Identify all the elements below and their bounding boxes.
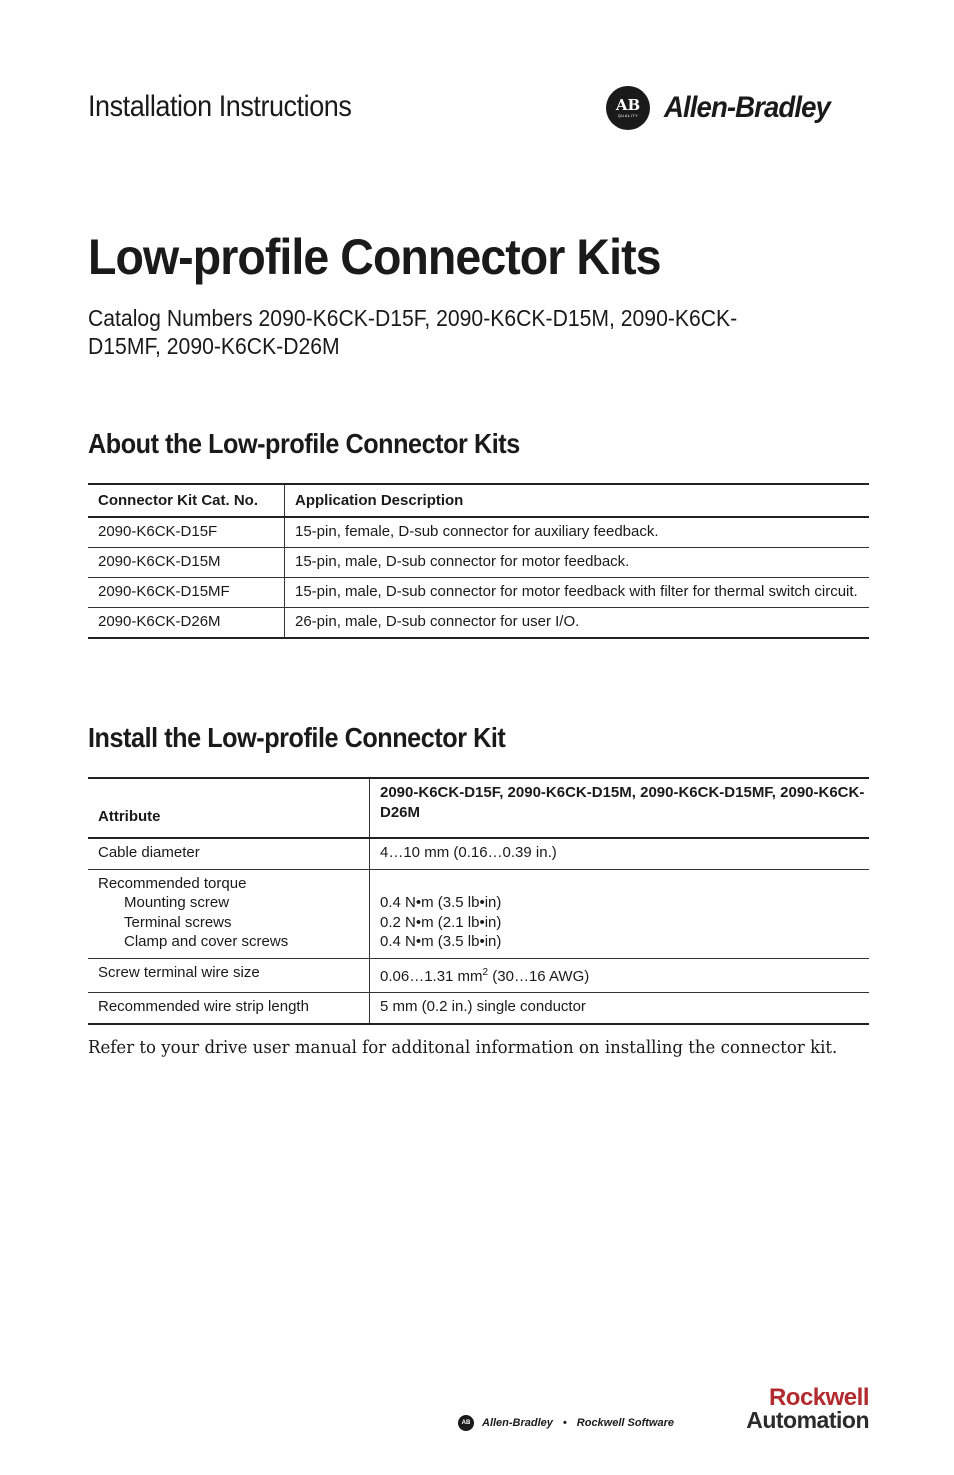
attribute-cell: Cable diameter xyxy=(88,838,370,869)
torque-item-value: 0.2 N•m (2.1 lb•in) xyxy=(380,913,502,931)
reference-note: Refer to your drive user manual for additonal information on installing the connector kit. xyxy=(88,1037,838,1058)
cat-no-cell: 2090-K6CK-D26M xyxy=(88,608,285,639)
attribute-header-text: Attribute xyxy=(98,808,161,825)
attribute-cell xyxy=(88,869,370,958)
rockwell-logo-line1: Rockwell xyxy=(768,1384,869,1411)
table-row xyxy=(88,958,869,993)
doc-type-label: Installation Instructions xyxy=(88,90,352,123)
torque-item-label: Terminal screws xyxy=(124,913,232,931)
table-row xyxy=(88,838,869,869)
torque-item-label: Mounting screw xyxy=(124,894,230,911)
cat-no-cell: 2090-K6CK-D15MF xyxy=(88,578,285,608)
seal-text: AB xyxy=(615,95,641,114)
rockwell-automation-logo xyxy=(711,1384,869,1433)
description-cell: 15-pin, male, D-sub connector for motor feedback. xyxy=(285,548,870,578)
table-header-row xyxy=(88,778,869,838)
column-header-attribute xyxy=(88,778,370,838)
table-row xyxy=(88,578,869,608)
torque-label: Recommended torque xyxy=(98,874,247,892)
allen-bradley-logo xyxy=(606,86,844,130)
value-cell xyxy=(370,958,870,993)
footer-brand-allen-bradley: Allen-Bradley xyxy=(482,1417,553,1429)
about-heading: About the Low-profile Connector Kits xyxy=(88,428,520,459)
install-attributes-table xyxy=(88,777,869,1025)
description-cell: 26-pin, male, D-sub connector for user I/O. xyxy=(285,608,870,639)
value-cell: 5 mm (0.2 in.) single conductor xyxy=(370,993,870,1024)
wire-size-value: 0.06…1.31 mm xyxy=(380,967,483,985)
ab-quality-seal-icon xyxy=(606,86,650,130)
superscript: 2 xyxy=(482,966,489,978)
table-row xyxy=(88,869,869,958)
value-cell: 4…10 mm (0.16…0.39 in.) xyxy=(370,838,870,869)
value-cell xyxy=(370,869,870,958)
footer-separator: • xyxy=(562,1417,567,1429)
table-row xyxy=(88,608,869,639)
torque-item-value: 0.4 N•m (3.5 lb•in) xyxy=(380,894,502,911)
column-header-cat-no: Connector Kit Cat. No. xyxy=(88,484,285,517)
catalog-numbers: Catalog Numbers 2090-K6CK-D15F, 2090-K6CK-D15M, 2090-K6CK-D15MF, 2090-K6CK-D26M xyxy=(88,305,738,359)
rockwell-logo-line2: Automation xyxy=(746,1407,869,1433)
table-row xyxy=(88,517,869,548)
brand-name: Allen-Bradley xyxy=(664,91,830,124)
attribute-cell: Screw terminal wire size xyxy=(88,958,370,993)
ab-seal-icon: AB xyxy=(458,1415,474,1431)
wire-size-awg: (30…16 AWG) xyxy=(488,967,590,985)
page-title: Low-profile Connector Kits xyxy=(88,229,661,285)
cat-no-cell: 2090-K6CK-D15F xyxy=(88,517,285,548)
table-header-row xyxy=(88,484,869,517)
install-heading: Install the Low-profile Connector Kit xyxy=(88,722,506,753)
torque-item-label: Clamp and cover screws xyxy=(124,933,289,950)
seal-subtext: QUALITY xyxy=(617,112,639,118)
attribute-cell: Recommended wire strip length xyxy=(88,993,370,1024)
column-header-description: Application Description xyxy=(285,484,870,517)
table-row xyxy=(88,993,869,1024)
footer-brand-rockwell-software: Rockwell Software xyxy=(576,1417,674,1429)
connector-kits-table xyxy=(88,483,869,639)
cat-no-cell: 2090-K6CK-D15M xyxy=(88,548,285,578)
table-row xyxy=(88,548,869,578)
description-cell: 15-pin, female, D-sub connector for auxiliary feedback. xyxy=(285,517,870,548)
description-cell: 15-pin, male, D-sub connector for motor feedback with filter for thermal switch circuit. xyxy=(285,578,870,608)
footer-brands xyxy=(458,1415,674,1431)
column-header-catalog-numbers: 2090-K6CK-D15F, 2090-K6CK-D15M, 2090-K6CK-D15MF, 2090-K6CK-D26M xyxy=(370,778,870,838)
torque-item-value: 0.4 N•m (3.5 lb•in) xyxy=(380,933,502,950)
